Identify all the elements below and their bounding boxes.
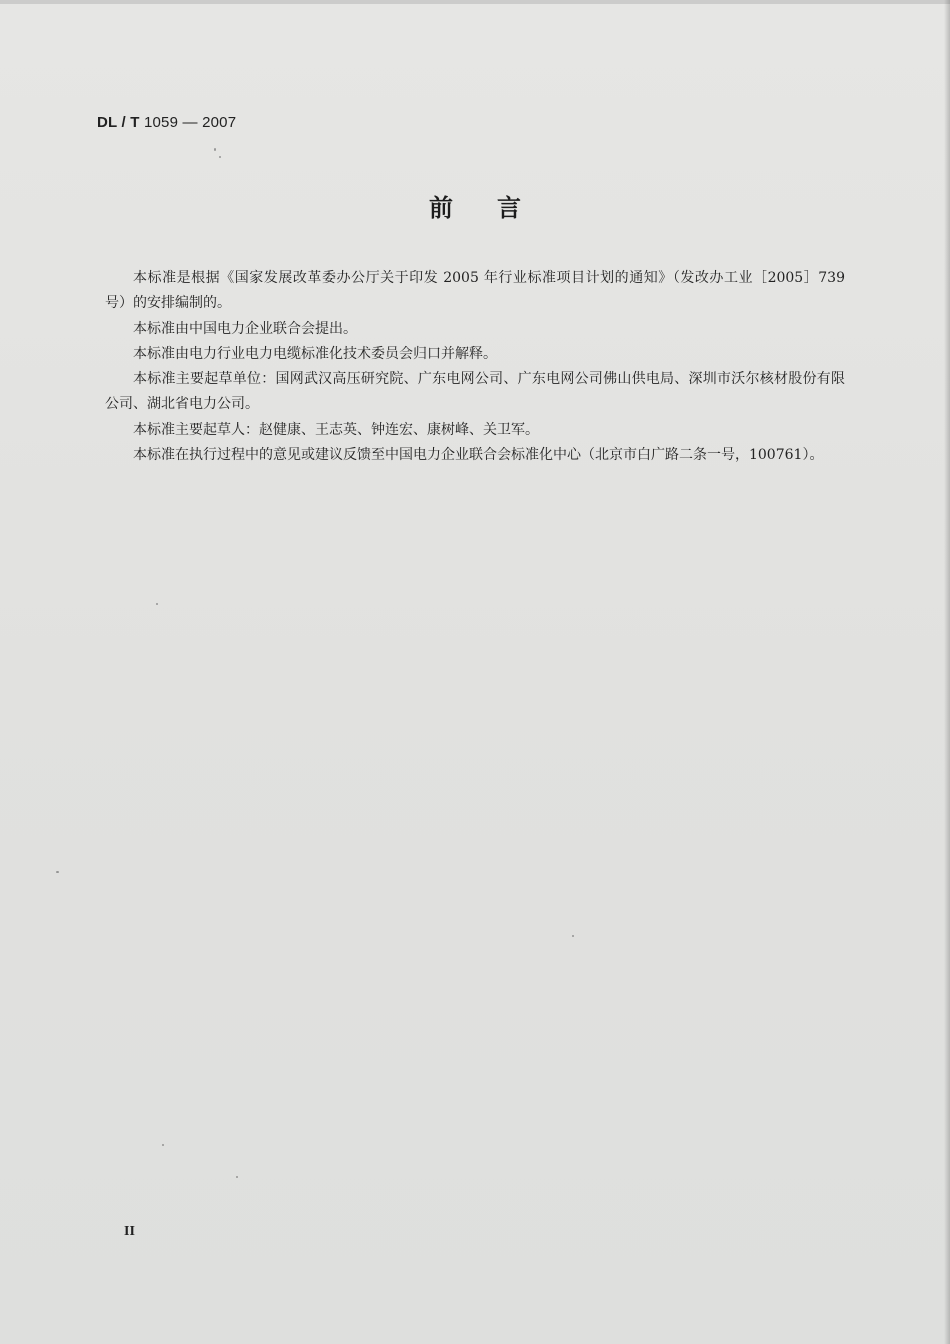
scan-edge-top bbox=[0, 0, 950, 4]
scan-speck bbox=[236, 1176, 238, 1178]
scan-speck bbox=[156, 603, 158, 605]
page-title: 前言 bbox=[429, 194, 565, 222]
paragraph-basis: 本标准是根据《国家发展改革委办公厅关于印发 2005 年行业标准项目计划的通知》（发改办工业［2005］739 号）的安排编制的。 bbox=[105, 270, 845, 312]
standard-code bbox=[97, 114, 236, 131]
paragraph-drafters: 本标准主要起草人：赵健康、王志英、钟连宏、康树峰、关卫军。 bbox=[133, 421, 539, 438]
paragraph-feedback: 本标准在执行过程中的意见或建议反馈至中国电力企业联合会标准化中心（北京市白广路二条一号，100761）。 bbox=[133, 447, 824, 464]
paragraph-drafting-units: 本标准主要起草单位：国网武汉高压研究院、广东电网公司、广东电网公司佛山供电局、深圳市沃尔核材股份有限公司、湖北省电力公司。 bbox=[105, 371, 845, 413]
scan-speck bbox=[219, 156, 221, 158]
paragraph-administrator: 本标准由电力行业电力电缆标准化技术委员会归口并解释。 bbox=[133, 345, 497, 362]
standard-code-prefix: DL / T bbox=[97, 114, 140, 131]
foreword-body bbox=[105, 266, 845, 468]
page-number: II bbox=[124, 1224, 135, 1239]
standard-code-number: 1059 — 2007 bbox=[139, 114, 237, 131]
scan-speck bbox=[214, 148, 216, 151]
paragraph-proposer: 本标准由中国电力企业联合会提出。 bbox=[133, 320, 357, 337]
scan-speck bbox=[162, 1144, 164, 1146]
scan-speck bbox=[572, 935, 574, 937]
scan-speck bbox=[56, 871, 59, 873]
